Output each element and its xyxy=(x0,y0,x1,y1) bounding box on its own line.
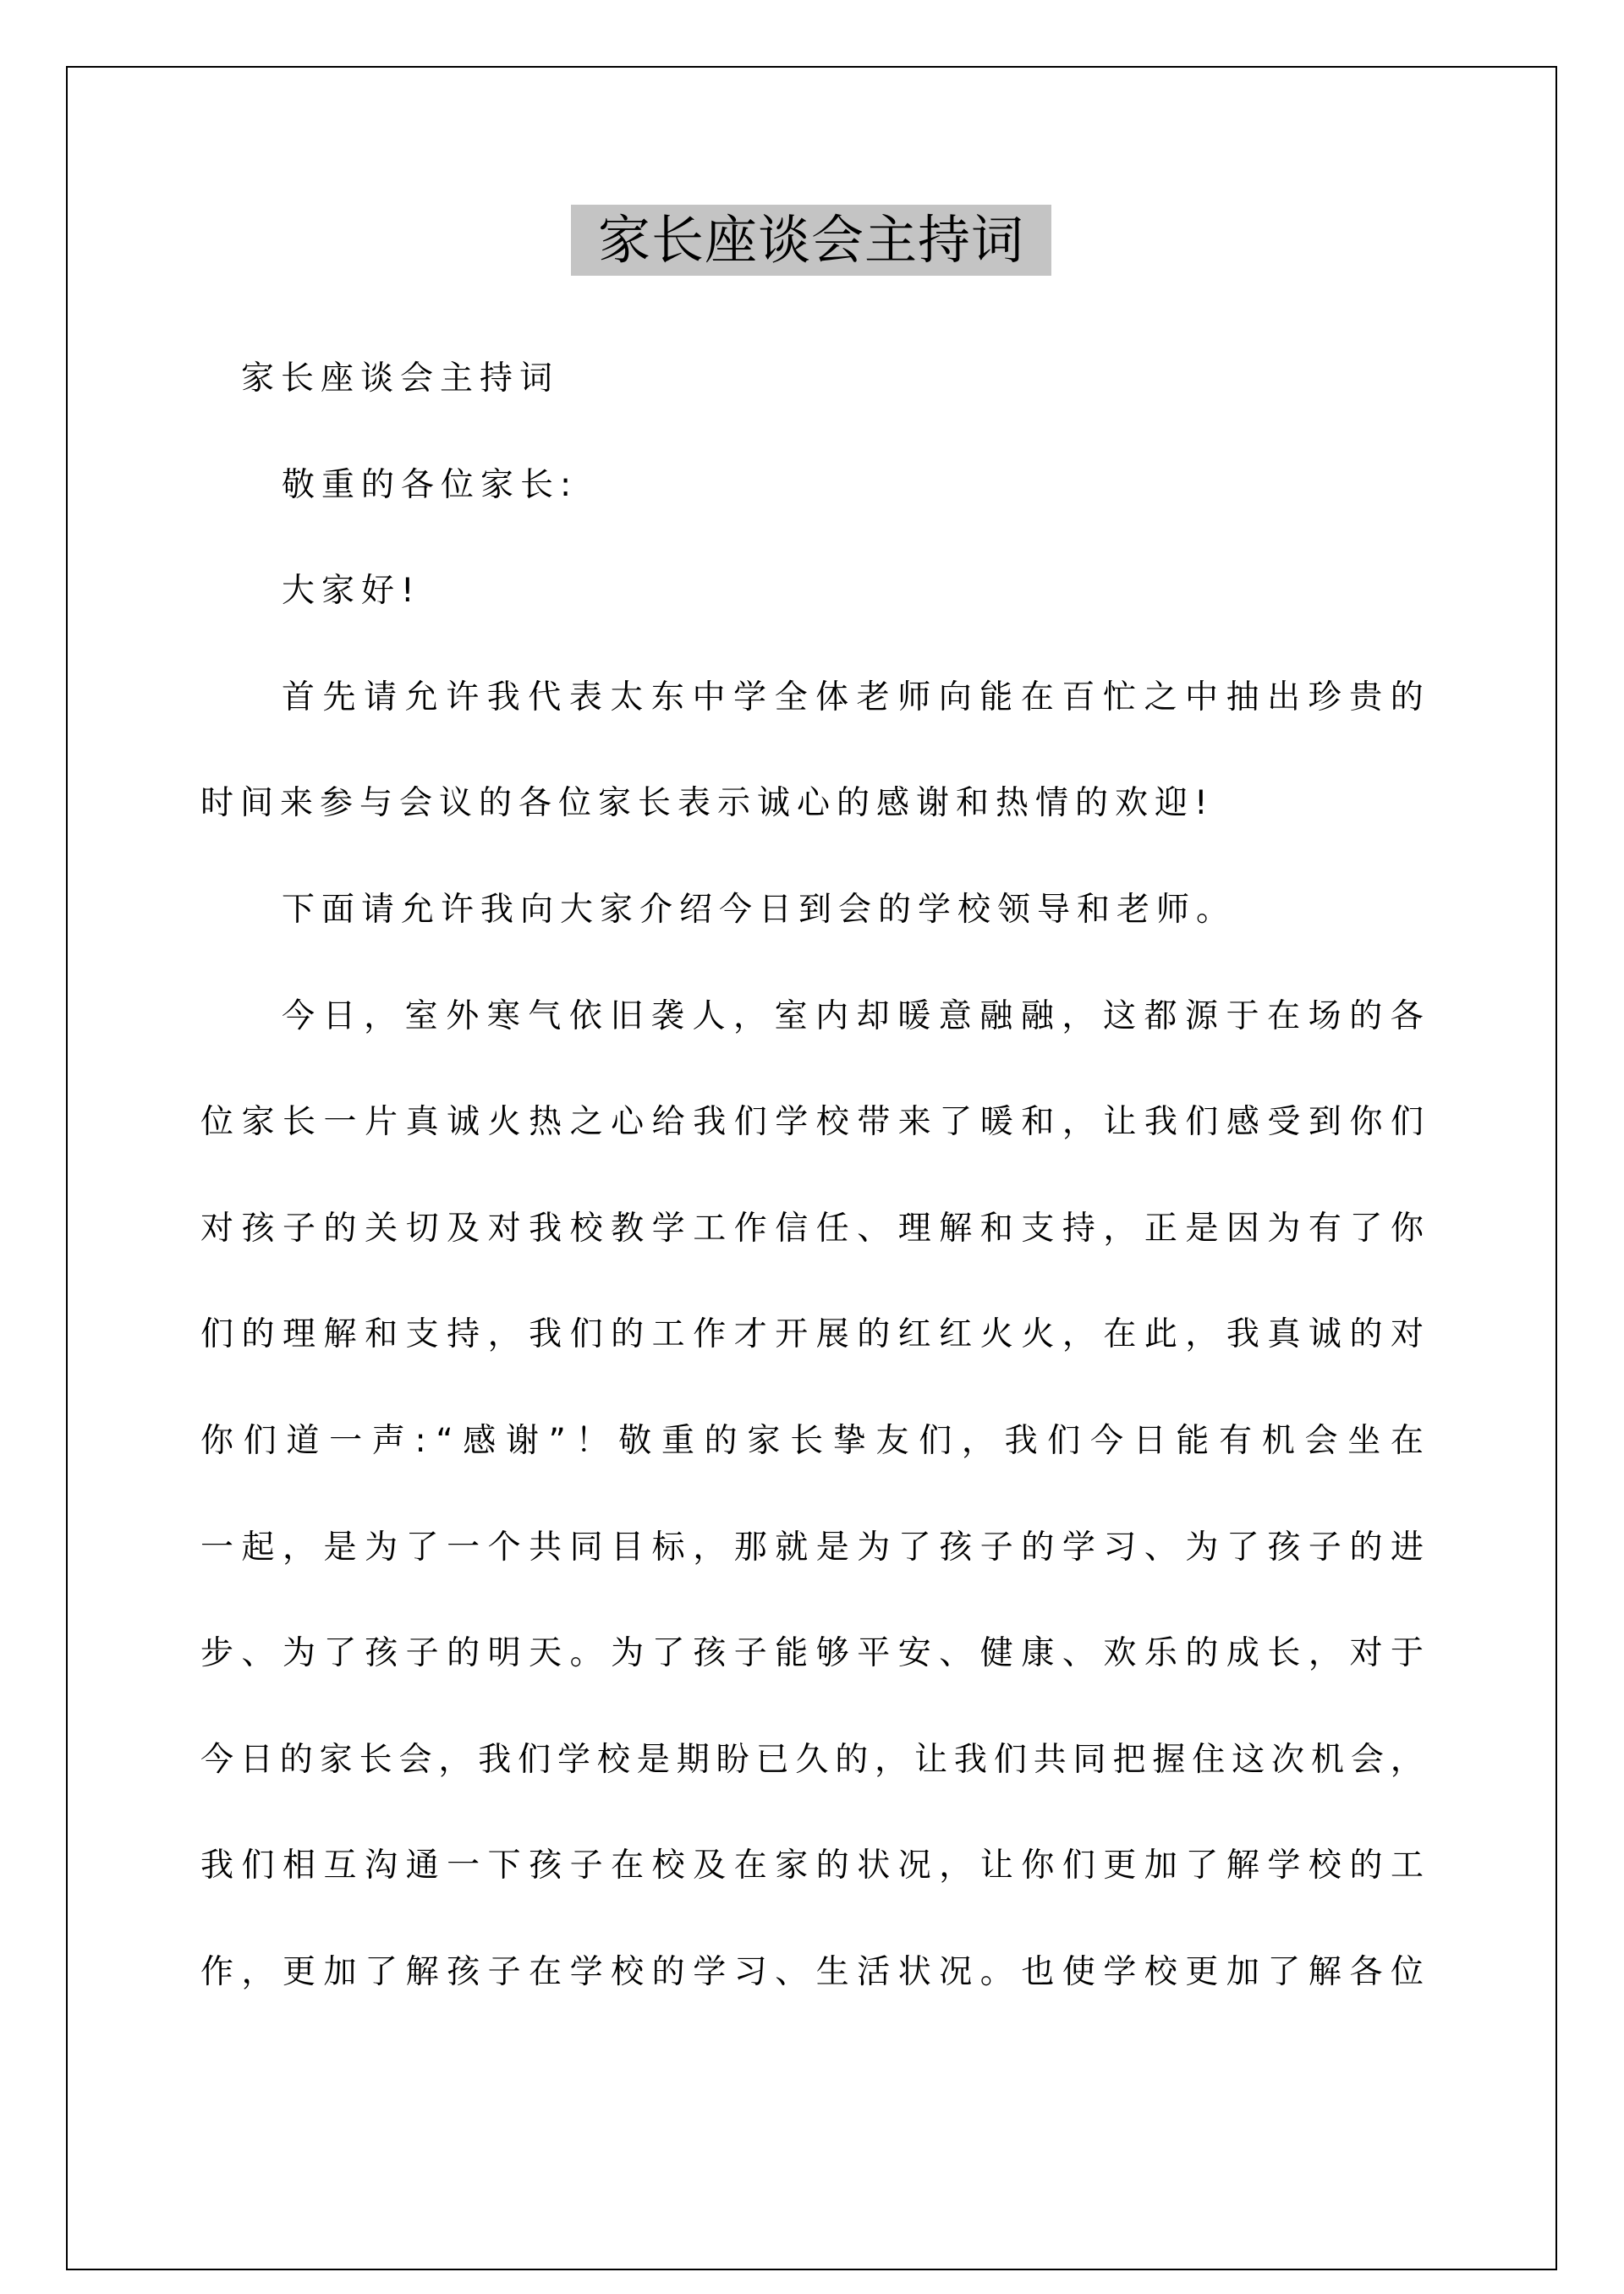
paragraph-line: 下面请允许我向大家介绍今日到会的学校领导和老师。 xyxy=(282,890,1237,929)
paragraph-line: 今 日 的 家 长 会 ， 我 们 学 校 是 期 盼 已 久 的 ， 让 我 们 共 同 把 握 住 这 次 机 会 ， xyxy=(200,1740,1424,1779)
paragraph-line: 对 孩 子 的 关 切 及 对 我 校 教 学 工 作 信 任 、 理 解 和 支 持 ， 正 是 因 为 有 了 你 xyxy=(200,1209,1424,1248)
paragraph-line: 作 ， 更 加 了 解 孩 子 在 学 校 的 学 习 、 生 活 状 况 。 也 使 学 校 更 加 了 解 各 位 xyxy=(200,1952,1424,1991)
paragraph-line: 你 们 道 一 声 : “ 感 谢 ” ！ 敬 重 的 家 长 挚 友 们 ， 我 们 今 日 能 有 机 会 坐 在 xyxy=(200,1421,1424,1460)
greeting-line: 大家好! xyxy=(282,572,421,611)
paragraph-line: 首 先 请 允 许 我 代 表 太 东 中 学 全 体 老 师 向 能 在 百 忙 之 中 抽 出 珍 贵 的 xyxy=(282,678,1424,716)
paragraph-line: 位 家 长 一 片 真 诚 火 热 之 心 给 我 们 学 校 带 来 了 暖 和 ， 让 我 们 感 受 到 你 们 xyxy=(200,1103,1424,1142)
paragraph-line: 我 们 相 互 沟 通 一 下 孩 子 在 校 及 在 家 的 状 况 ， 让 你 们 更 加 了 解 学 校 的 工 xyxy=(200,1847,1424,1885)
document-title: 家长座谈会主持词 xyxy=(571,205,1051,276)
paragraph-line: 时间来参与会议的各位家长表示诚心的感谢和热情的欢迎! xyxy=(200,784,1215,823)
salutation-line: 敬重的各位家长: xyxy=(282,465,579,504)
paragraph-line: 一 起 ， 是 为 了 一 个 共 同 目 标 ， 那 就 是 为 了 孩 子 的 学 习 、 为 了 孩 子 的 进 xyxy=(200,1528,1424,1567)
paragraph-line: 今 日 ， 室 外 寒 气 依 旧 袭 人 ， 室 内 却 暖 意 融 融 ， 这 都 源 于 在 场 的 各 xyxy=(282,996,1424,1035)
subtitle-line: 家长座谈会主持词 xyxy=(241,359,560,398)
document-body xyxy=(200,326,1424,2026)
paragraph-line: 们 的 理 解 和 支 持 ， 我 们 的 工 作 才 开 展 的 红 红 火 火 ， 在 此 ， 我 真 诚 的 对 xyxy=(200,1315,1424,1354)
paragraph-line: 步 、 为 了 孩 子 的 明 天 。 为 了 孩 子 能 够 平 安 、 健 康 、 欢 乐 的 成 长 ， 对 于 xyxy=(200,1634,1424,1673)
